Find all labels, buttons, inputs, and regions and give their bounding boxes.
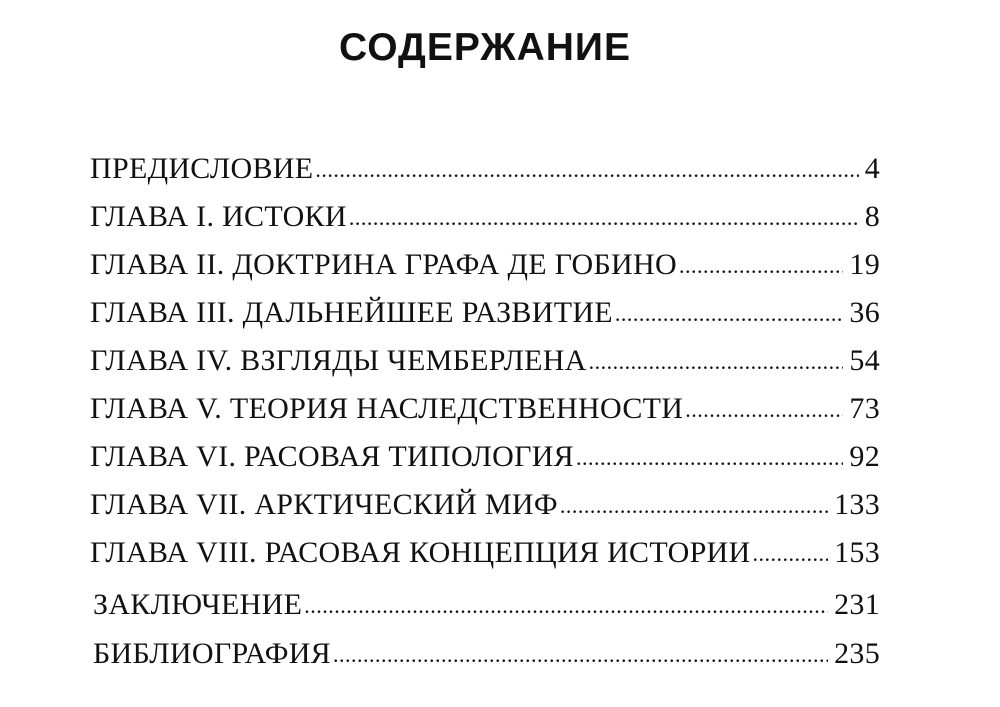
toc-entry-page: 92: [849, 440, 880, 473]
toc-entry-label: ГЛАВА VI. РАСОВАЯ ТИПОЛОГИЯ: [90, 440, 574, 473]
toc-entry-label: ГЛАВА IV. ВЗГЛЯДЫ ЧЕМБЕРЛЕНА: [90, 344, 587, 377]
toc-entry[interactable]: [90, 630, 880, 679]
dot-leader: [685, 384, 843, 434]
dot-leader: [576, 432, 843, 482]
toc-entry[interactable]: [90, 241, 880, 289]
dot-leader: [560, 480, 828, 530]
dot-leader: [589, 336, 844, 386]
dot-leader: [315, 144, 858, 194]
toc-entry[interactable]: [90, 385, 880, 433]
toc-entry-page: 8: [864, 200, 880, 233]
toc-entry-label: ГЛАВА VIII. РАСОВАЯ КОНЦЕПЦИЯ ИСТОРИИ: [90, 536, 751, 569]
toc-entry-label: БИБЛИОГРАФИЯ: [93, 637, 331, 670]
toc-entry[interactable]: [90, 433, 880, 481]
toc-entry-label: ГЛАВА II. ДОКТРИНА ГРАФА ДЕ ГОБИНО: [90, 248, 677, 281]
toc-entry-label: ГЛАВА III. ДАЛЬНЕЙШЕЕ РАЗВИТИЕ: [90, 296, 613, 329]
toc-entry-page: 4: [864, 152, 880, 185]
toc-entry-page: 73: [849, 392, 880, 425]
toc-entry-label: ПРЕДИСЛОВИЕ: [90, 152, 314, 185]
dot-leader: [333, 629, 828, 679]
toc-entry-page: 19: [849, 248, 880, 281]
dot-leader: [752, 528, 828, 578]
toc-entry-label: ГЛАВА VII. АРКТИЧЕСКИЙ МИФ: [90, 488, 558, 521]
toc-entry[interactable]: [90, 193, 880, 241]
toc-entry-label: ГЛАВА I. ИСТОКИ: [90, 200, 347, 233]
toc-entry-page: 36: [849, 296, 880, 329]
table-of-contents: [90, 145, 880, 679]
dot-leader: [615, 288, 843, 338]
toc-entry-page: 54: [849, 344, 880, 377]
toc-entry-page: 235: [834, 637, 880, 670]
toc-entry-page: 133: [834, 488, 880, 521]
toc-entry[interactable]: [90, 581, 880, 630]
toc-entry-page: 153: [834, 536, 880, 569]
toc-entry[interactable]: [90, 481, 880, 529]
dot-leader: [679, 240, 843, 290]
dot-leader: [349, 192, 859, 242]
toc-entry[interactable]: [90, 289, 880, 337]
toc-entry[interactable]: [90, 529, 880, 577]
dot-leader: [304, 580, 828, 630]
toc-entry-label: ЗАКЛЮЧЕНИЕ: [93, 588, 303, 621]
toc-entry-page: 231: [834, 588, 880, 621]
toc-entry[interactable]: [90, 337, 880, 385]
page-title: СОДЕРЖАНИЕ: [339, 26, 631, 69]
toc-entry-label: ГЛАВА V. ТЕОРИЯ НАСЛЕДСТВЕННОСТИ: [90, 392, 684, 425]
toc-entry[interactable]: [90, 145, 880, 193]
